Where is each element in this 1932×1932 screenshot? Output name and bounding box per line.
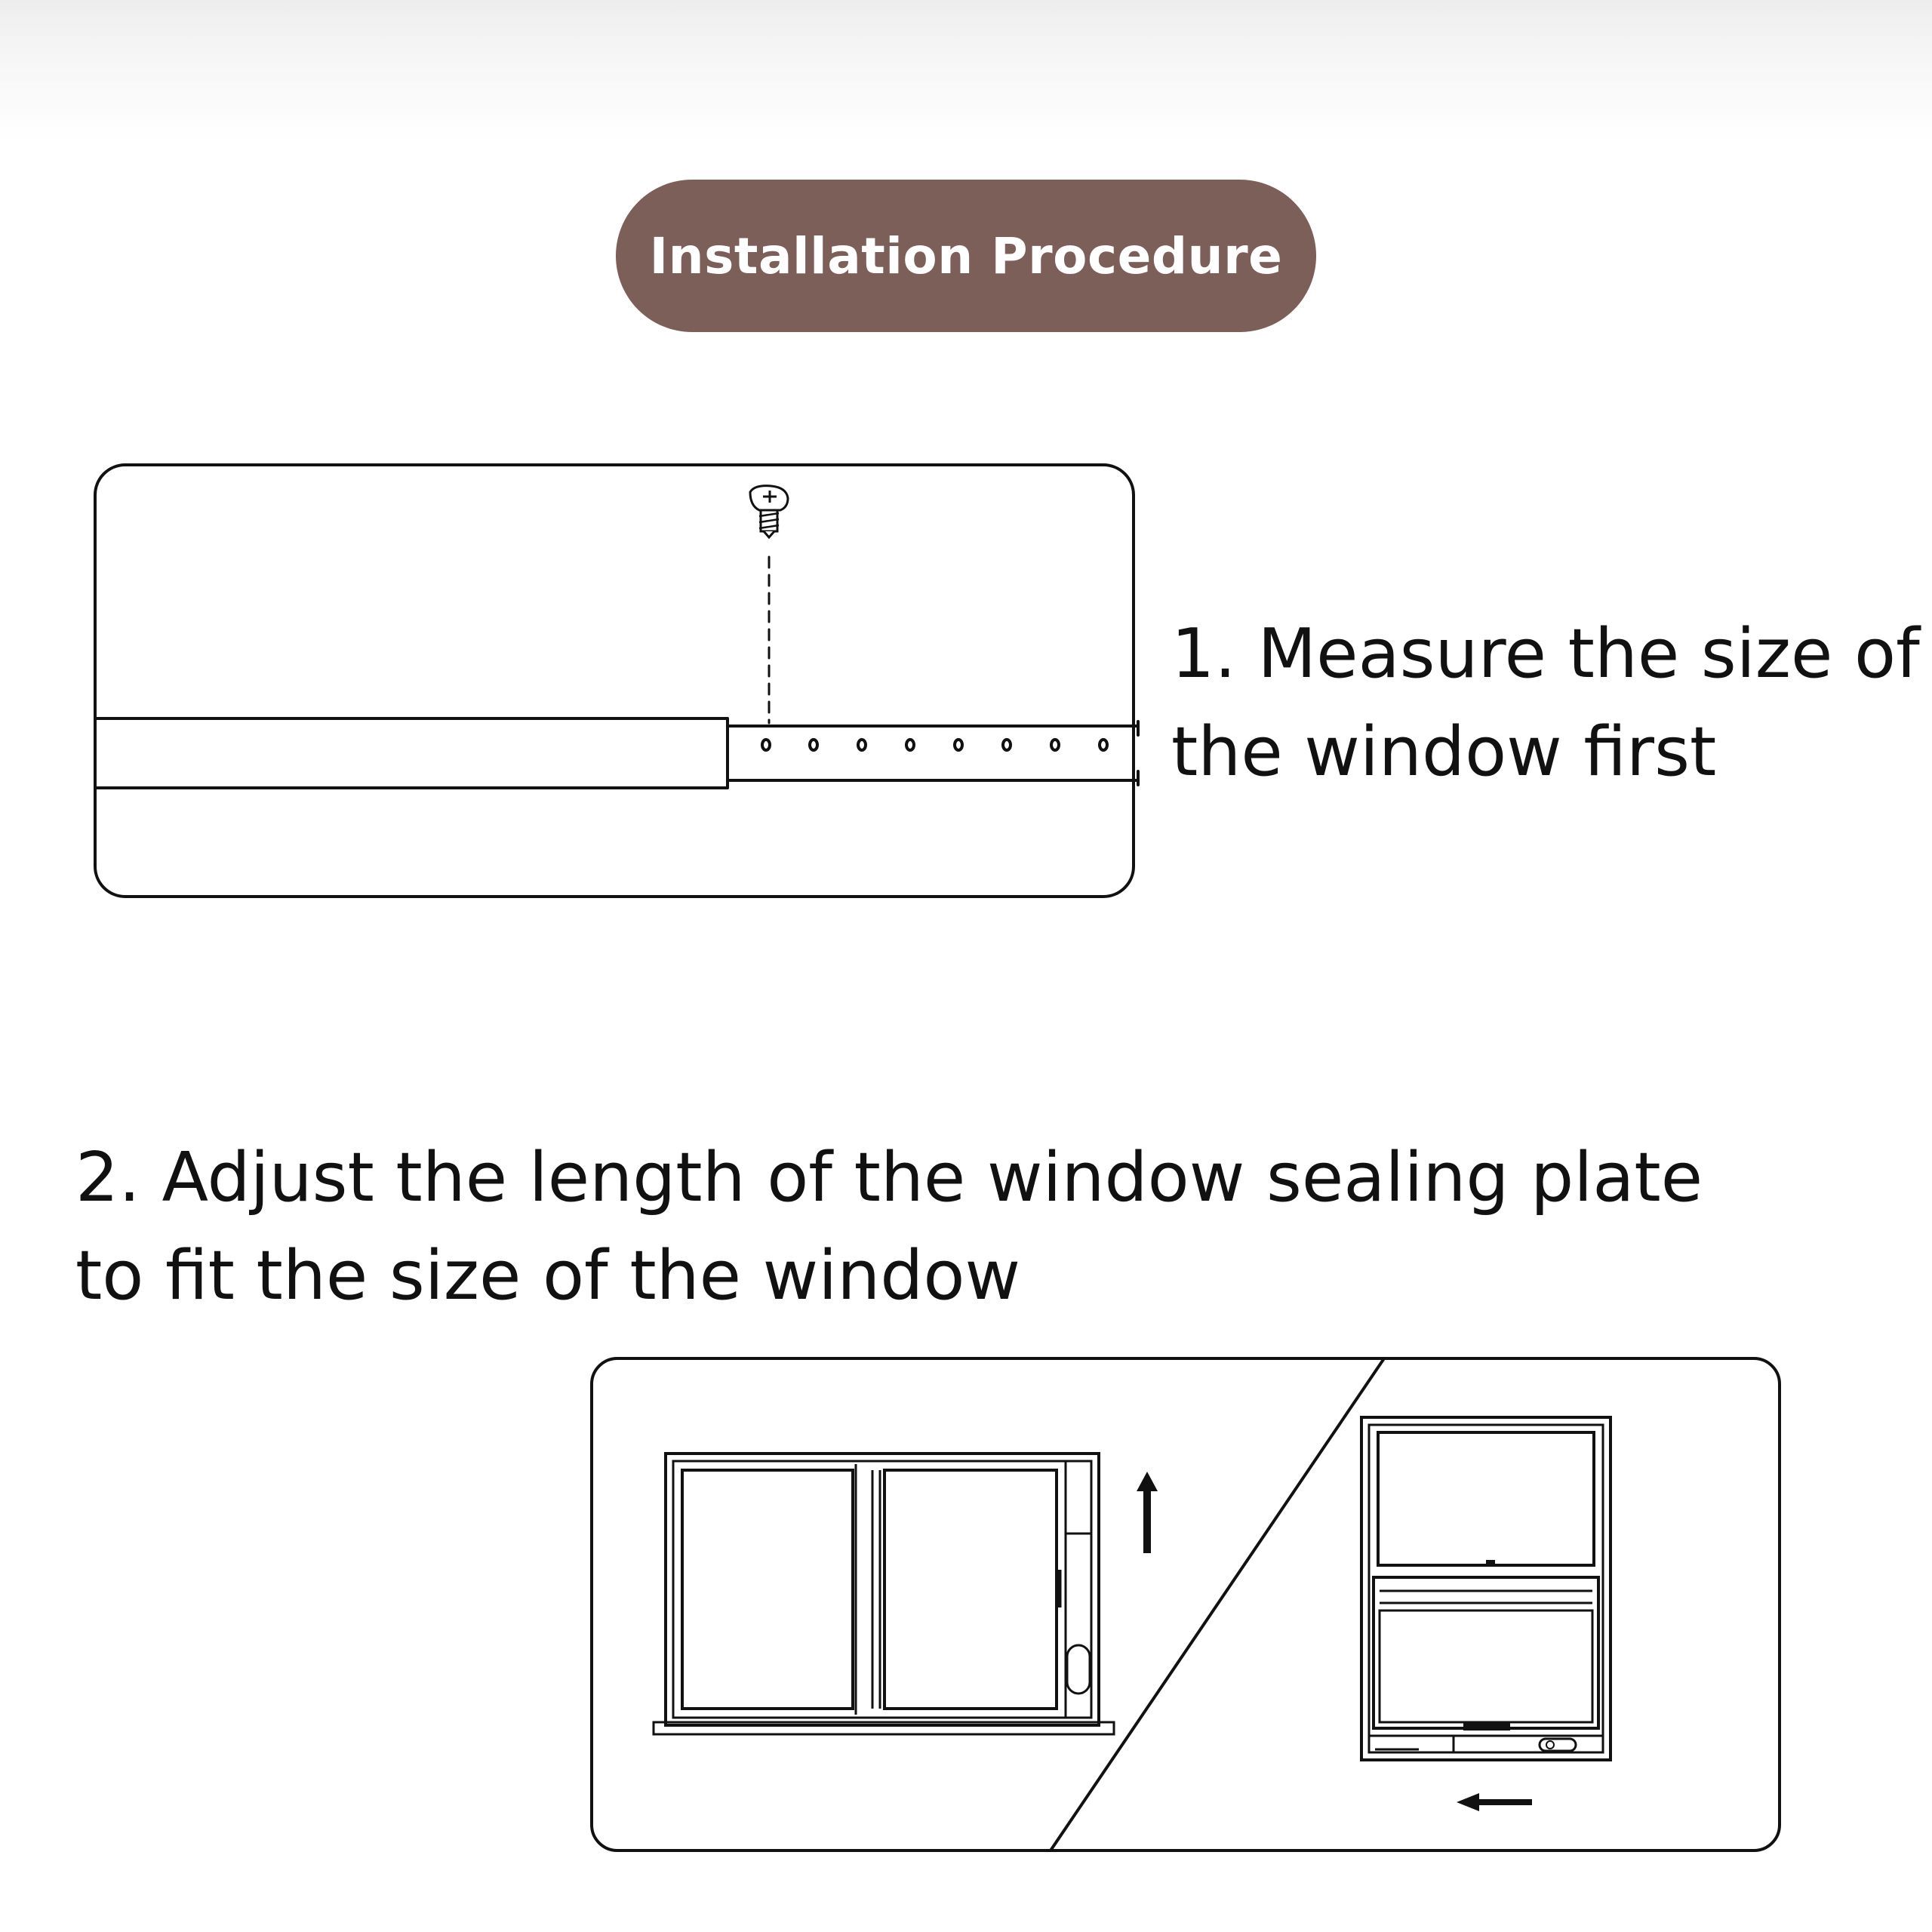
step-1-line-1: 1. Measure the size of xyxy=(1171,614,1920,694)
window-types-frame xyxy=(592,1358,1780,1850)
step-2-line-2: to fit the size of the window xyxy=(75,1236,1021,1315)
arrow-up-icon xyxy=(1137,1472,1158,1553)
page-title: Installation Procedure xyxy=(649,226,1283,285)
step-2-line-1: 2. Adjust the length of the window sealing plate xyxy=(75,1138,1703,1217)
diagonal-divider xyxy=(1051,1358,1384,1850)
hung-window xyxy=(1361,1417,1611,1760)
sliding-window xyxy=(654,1454,1114,1734)
arrow-left-icon xyxy=(1457,1793,1532,1811)
step-1-line-2: the window first xyxy=(1171,712,1717,792)
